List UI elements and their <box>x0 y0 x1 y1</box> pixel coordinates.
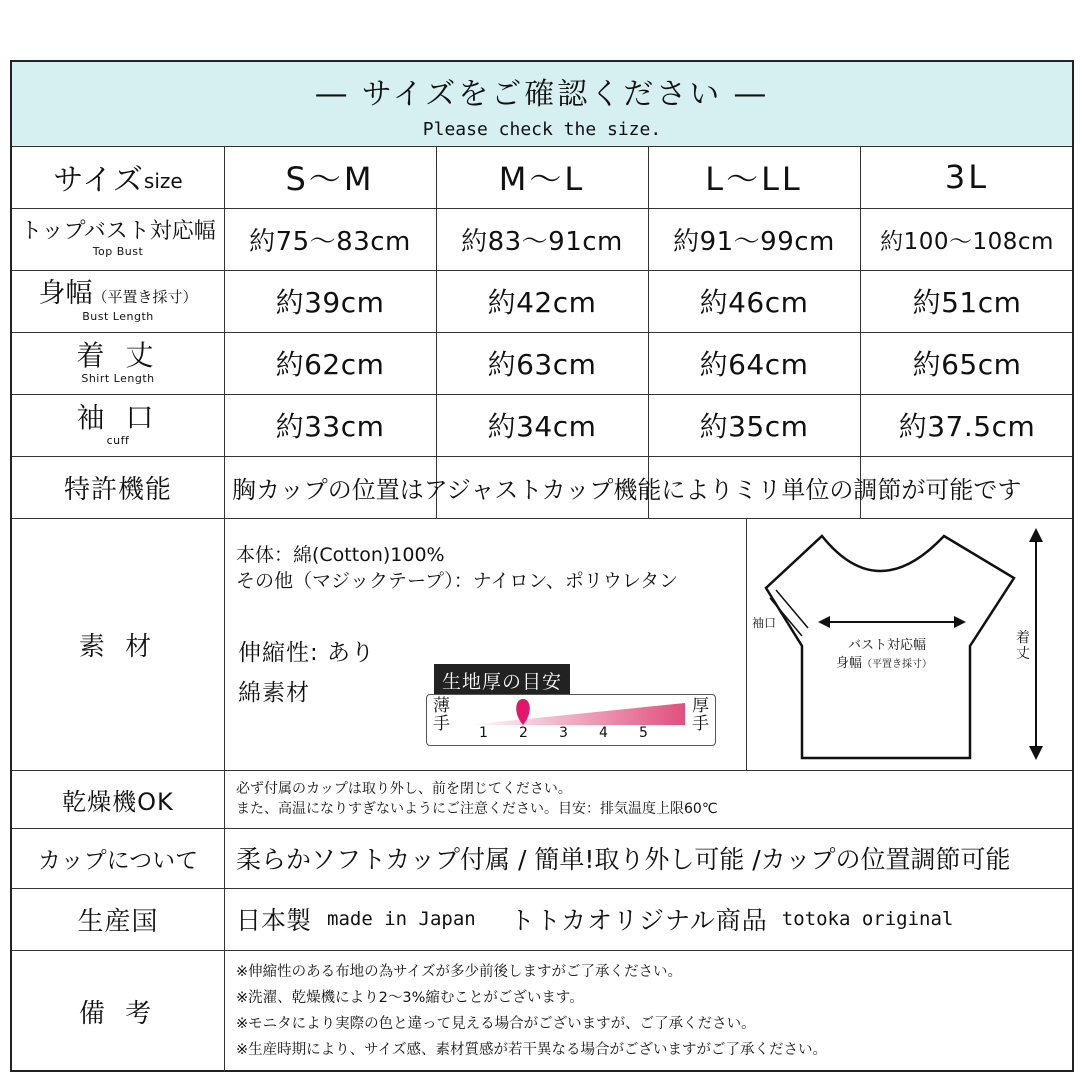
origin-jp: 日本製 <box>236 906 312 935</box>
cup-label: カップについて <box>37 847 199 874</box>
length-sub: Shirt Length <box>81 372 155 386</box>
diagram-cuff-label: 袖口 <box>752 616 777 630</box>
body-width-label-cell <box>12 270 224 332</box>
cuff-label-cell <box>12 394 224 456</box>
length-value: 約63cm <box>487 348 597 381</box>
top-bust-value: 約75～83cm <box>249 226 411 257</box>
size-m-l: M～L <box>498 160 586 198</box>
diagram-length-top: 着 <box>1016 630 1030 646</box>
length-label: 着 丈 <box>76 339 160 373</box>
diagram-width-main: 身幅 <box>836 656 863 671</box>
size-label-cell <box>12 146 224 208</box>
cuff-value: 約35cm <box>699 410 809 443</box>
remark-item: ※伸縮性のある布地の為サイズが多少前後しますがご了承ください。 <box>236 964 682 980</box>
gauge-tick-label: 2 <box>519 725 528 741</box>
gauge-title: 生地厚の目安 <box>434 664 570 697</box>
gauge-wedge <box>467 703 685 725</box>
gauge-thick-bottom: 手 <box>692 714 709 734</box>
gauge-tick-label: 1 <box>479 725 488 741</box>
dryer-note-2: また、高温になりすぎないようにご注意ください。目安：排気温度上限60℃ <box>236 801 718 817</box>
fabric-label: 綿素材 <box>238 680 310 706</box>
length-value: 約62cm <box>275 348 385 381</box>
body-width-sub: Bust Length <box>82 309 154 323</box>
origin-en: made in Japan <box>327 908 476 930</box>
stretch-label: 伸縮性: あり <box>238 640 376 666</box>
cuff-value: 約34cm <box>487 410 597 443</box>
size-label: サイズ <box>53 163 144 198</box>
gauge-tick-label: 5 <box>639 725 648 741</box>
header-band <box>12 62 1072 146</box>
remarks-label: 備 考 <box>78 998 158 1029</box>
length-value: 約64cm <box>699 348 809 381</box>
gauge-tick-label: 4 <box>599 725 608 741</box>
patent-label: 特許機能 <box>63 474 172 505</box>
top-bust-value: 約100～108cm <box>880 228 1054 255</box>
size-3l: 3L <box>944 158 990 196</box>
body-width-note: （平置き採寸） <box>92 287 198 306</box>
cuff-sub: cuff <box>106 434 130 448</box>
remark-item: ※洗濯、乾燥機により2～3%縮むことがございます。 <box>236 990 584 1006</box>
gauge-thick-top: 厚 <box>692 696 709 716</box>
remark-item: ※生産時期により、サイズ感、素材質感が若干異なる場合がございますがご了承ください。 <box>236 1042 827 1058</box>
top-bust-value: 約91～99cm <box>673 226 835 257</box>
brand-en: totoka original <box>781 908 954 930</box>
body-width-value: 約51cm <box>912 286 1022 319</box>
size-s-m: S～M <box>285 160 375 198</box>
header-title: ― サイズをご確認ください ― <box>316 76 768 112</box>
gauge-thin-bottom: 手 <box>433 714 450 734</box>
patent-text: 胸カップの位置はアジャストカップ機能によりミリ単位の調節が可能です <box>232 475 1022 504</box>
length-value: 約65cm <box>912 348 1022 381</box>
cuff-label: 袖 口 <box>76 401 160 435</box>
header-subtitle: Please check the size. <box>422 118 662 140</box>
gauge-frame <box>426 694 716 746</box>
size-l-ll: L～LL <box>705 160 803 198</box>
dryer-label: 乾燥機OK <box>62 787 174 816</box>
origin-text <box>224 888 1074 950</box>
length-label-cell <box>12 332 224 394</box>
gauge-tick-label: 3 <box>559 725 568 741</box>
size-label-suffix: size <box>143 169 183 193</box>
body-width-value: 約39cm <box>275 286 385 319</box>
cuff-value: 約37.5cm <box>898 410 1036 443</box>
cup-text: 柔らかソフトカップ付属 / 簡単!取り外し可能 /カップの位置調節可能 <box>236 845 1011 874</box>
origin-label: 生産国 <box>77 906 159 937</box>
top-bust-sub: Top Bust <box>92 245 144 259</box>
dryer-notes <box>224 770 1074 828</box>
body-width-value: 約46cm <box>699 286 809 319</box>
top-bust-label: トップバスト対応幅 <box>20 219 216 245</box>
top-bust-value: 約83～91cm <box>461 226 623 257</box>
shirt-diagram <box>748 518 1074 770</box>
material-other: その他（マジックテープ）：ナイロン、ポリウレタン <box>236 570 679 592</box>
dryer-note-1: 必ず付属のカップは取り外し、前を閉じてください。 <box>236 781 572 797</box>
diagram-length-label <box>1016 630 1030 662</box>
diagram-width-label <box>836 652 932 671</box>
gauge-thin-top: 薄 <box>433 696 450 716</box>
material-info <box>224 518 746 770</box>
gauge-ticks <box>427 725 715 743</box>
diagram-width-note: （平置き採寸） <box>862 659 933 670</box>
material-label: 素 材 <box>78 631 158 662</box>
material-body: 本体：綿(Cotton)100% <box>236 544 445 566</box>
cuff-value: 約33cm <box>275 410 385 443</box>
body-width-value: 約42cm <box>487 286 597 319</box>
brand-jp: トトカオリジナル商品 <box>509 906 768 935</box>
fabric-thickness-gauge <box>426 664 718 748</box>
diagram-bust-label: バスト対応幅 <box>848 638 927 653</box>
divider <box>746 518 747 770</box>
remark-item: ※モニタにより実際の色と違って見える場合がございますが、ご了承ください。 <box>236 1016 756 1032</box>
top-bust-label-cell <box>12 208 224 270</box>
diagram-length-bottom: 丈 <box>1016 646 1030 662</box>
remarks-list <box>224 950 1074 1072</box>
body-width-label: 身幅 <box>38 277 93 309</box>
size-chart-table <box>10 60 1074 1072</box>
